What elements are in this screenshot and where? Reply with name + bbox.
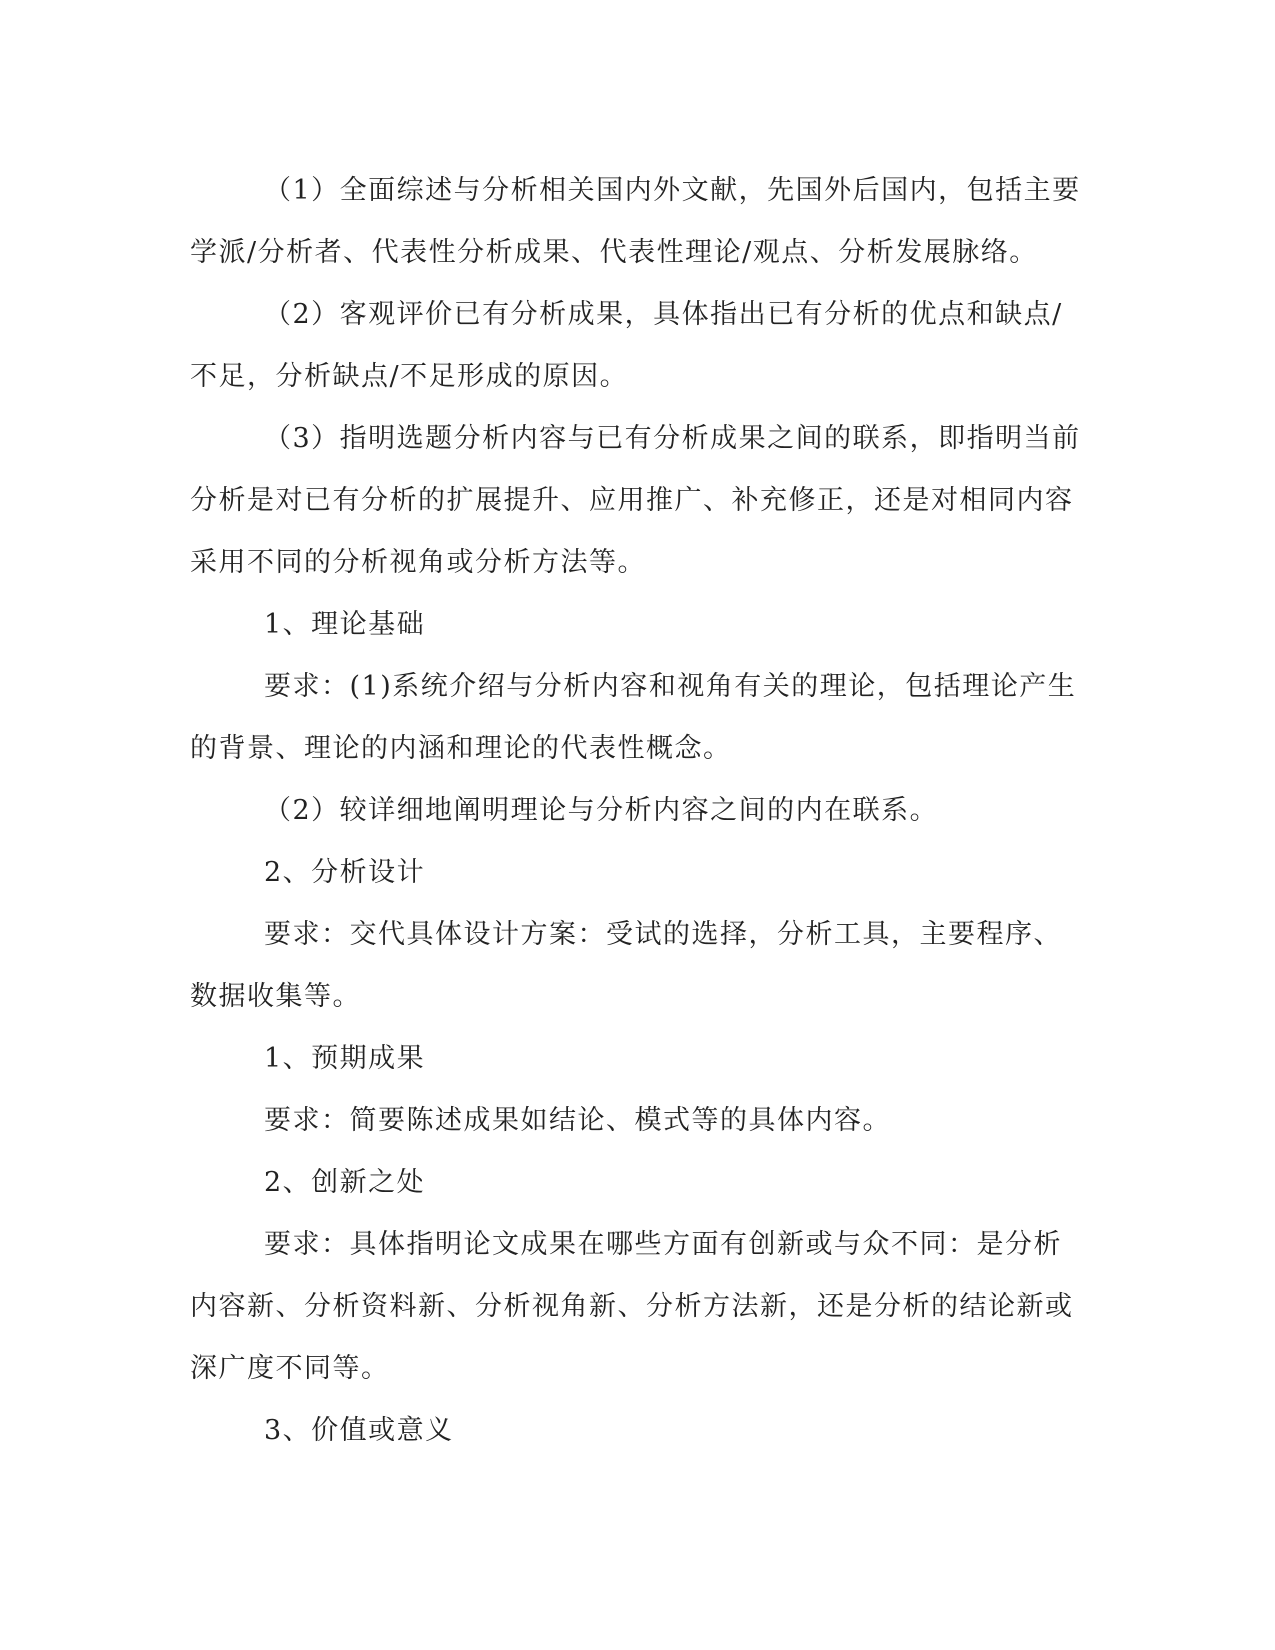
heading-value: 3、价值或意义 bbox=[264, 1415, 454, 1446]
heading-innovation: 2、创新之处 bbox=[264, 1167, 426, 1198]
heading-expected-results: 1、预期成果 bbox=[264, 1043, 426, 1074]
paragraph-review-2: （2）客观评价已有分析成果，具体指出已有分析的优点和缺点/不足，分析缺点/不足形成的原因。 bbox=[190, 299, 1063, 392]
paragraph-theory-req-1: 要求：(1)系统介绍与分析内容和视角有关的理论，包括理论产生的背景、理论的内涵和理论的代表性概念。 bbox=[190, 671, 1077, 764]
paragraph-theory-req-2: （2）较详细地阐明理论与分析内容之间的内在联系。 bbox=[264, 795, 939, 826]
document-body bbox=[190, 160, 1090, 1462]
paragraph-innovation-req: 要求：具体指明论文成果在哪些方面有创新或与众不同：是分析内容新、分析资料新、分析视角新、分析方法新，还是分析的结论新或深广度不同等。 bbox=[190, 1229, 1074, 1384]
paragraph-design-req: 要求：交代具体设计方案：受试的选择，分析工具，主要程序、数据收集等。 bbox=[190, 919, 1062, 1012]
paragraph-review-3: （3）指明选题分析内容与已有分析成果之间的联系，即指明当前分析是对已有分析的扩展提升、应用推广、补充修正，还是对相同内容采用不同的分析视角或分析方法等。 bbox=[190, 423, 1081, 578]
heading-analysis-design: 2、分析设计 bbox=[264, 857, 426, 888]
heading-theory-basis: 1、理论基础 bbox=[264, 609, 426, 640]
paragraph-review-1: （1）全面综述与分析相关国内外文献，先国外后国内，包括主要学派/分析者、代表性分析成果、代表性理论/观点、分析发展脉络。 bbox=[190, 175, 1081, 268]
paragraph-results-req: 要求：简要陈述成果如结论、模式等的具体内容。 bbox=[264, 1105, 891, 1136]
